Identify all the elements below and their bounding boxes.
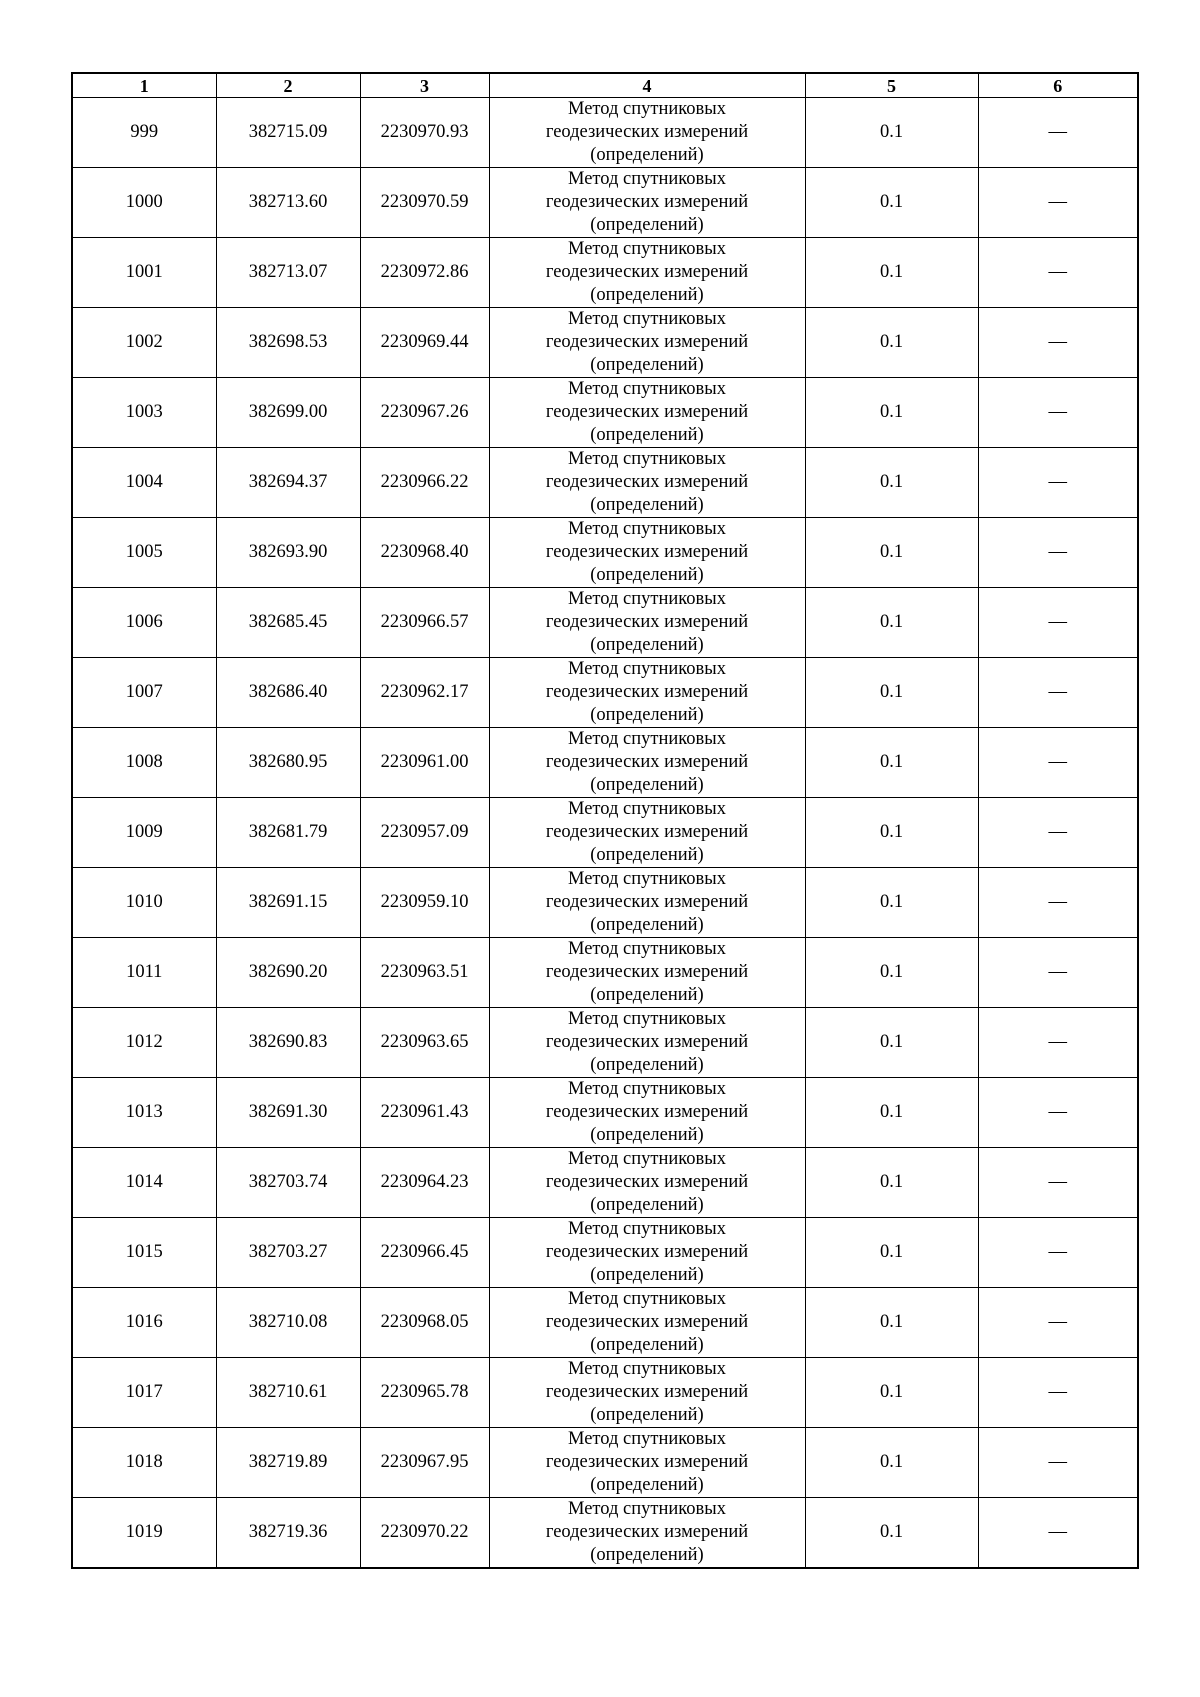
method-cell bbox=[489, 448, 805, 518]
x-coordinate-cell: 382694.37 bbox=[216, 448, 360, 518]
method-text-line: Метод спутниковых bbox=[568, 869, 726, 889]
method-text-line: Метод спутниковых bbox=[568, 239, 726, 259]
x-coordinate-cell: 382710.08 bbox=[216, 1288, 360, 1358]
method-text-line: (определений) bbox=[590, 985, 704, 1005]
note-cell: — bbox=[978, 378, 1138, 448]
y-coordinate-cell: 2230963.51 bbox=[360, 938, 489, 1008]
coordinates-table bbox=[71, 72, 1139, 1569]
method-text-line: (определений) bbox=[590, 215, 704, 235]
y-coordinate-cell: 2230962.17 bbox=[360, 658, 489, 728]
method-text-line: Метод спутниковых bbox=[568, 1219, 726, 1239]
point-number-cell: 1018 bbox=[72, 1428, 216, 1498]
x-coordinate-cell: 382713.07 bbox=[216, 238, 360, 308]
note-cell: — bbox=[978, 518, 1138, 588]
table-row bbox=[72, 308, 1138, 378]
method-cell bbox=[489, 868, 805, 938]
table-row bbox=[72, 448, 1138, 518]
method-text-line: (определений) bbox=[590, 355, 704, 375]
accuracy-cell: 0.1 bbox=[805, 798, 978, 868]
method-text-line: Метод спутниковых bbox=[568, 729, 726, 749]
method-text-line: геодезических измерений bbox=[545, 892, 749, 912]
method-text-line: геодезических измерений bbox=[545, 1032, 749, 1052]
table-row bbox=[72, 1008, 1138, 1078]
method-text-line: (определений) bbox=[590, 285, 704, 305]
method-text-line: (определений) bbox=[590, 495, 704, 515]
method-text-line: Метод спутниковых bbox=[568, 169, 726, 189]
x-coordinate-cell: 382699.00 bbox=[216, 378, 360, 448]
method-text-line: геодезических измерений bbox=[545, 1522, 749, 1542]
method-text-line: (определений) bbox=[590, 145, 704, 165]
note-cell: — bbox=[978, 728, 1138, 798]
accuracy-cell: 0.1 bbox=[805, 168, 978, 238]
y-coordinate-cell: 2230957.09 bbox=[360, 798, 489, 868]
table-row bbox=[72, 588, 1138, 658]
method-text-line: геодезических измерений bbox=[545, 122, 749, 142]
method-text-line: (определений) bbox=[590, 775, 704, 795]
x-coordinate-cell: 382703.74 bbox=[216, 1148, 360, 1218]
y-coordinate-cell: 2230968.40 bbox=[360, 518, 489, 588]
y-coordinate-cell: 2230963.65 bbox=[360, 1008, 489, 1078]
method-cell bbox=[489, 378, 805, 448]
method-cell bbox=[489, 1078, 805, 1148]
method-text-line: (определений) bbox=[590, 1125, 704, 1145]
y-coordinate-cell: 2230966.57 bbox=[360, 588, 489, 658]
note-cell: — bbox=[978, 1428, 1138, 1498]
method-cell bbox=[489, 238, 805, 308]
method-text-line: (определений) bbox=[590, 705, 704, 725]
method-text-line: геодезических измерений bbox=[545, 1312, 749, 1332]
table-row bbox=[72, 378, 1138, 448]
method-text-line: Метод спутниковых bbox=[568, 309, 726, 329]
method-text-line: Метод спутниковых bbox=[568, 449, 726, 469]
x-coordinate-cell: 382691.30 bbox=[216, 1078, 360, 1148]
x-coordinate-cell: 382680.95 bbox=[216, 728, 360, 798]
accuracy-cell: 0.1 bbox=[805, 1358, 978, 1428]
method-text-line: (определений) bbox=[590, 1335, 704, 1355]
x-coordinate-cell: 382713.60 bbox=[216, 168, 360, 238]
point-number-cell: 1007 bbox=[72, 658, 216, 728]
x-coordinate-cell: 382710.61 bbox=[216, 1358, 360, 1428]
method-cell bbox=[489, 168, 805, 238]
x-coordinate-cell: 382685.45 bbox=[216, 588, 360, 658]
note-cell: — bbox=[978, 1008, 1138, 1078]
method-text-line: (определений) bbox=[590, 1545, 704, 1565]
note-cell: — bbox=[978, 588, 1138, 658]
point-number-cell: 1001 bbox=[72, 238, 216, 308]
note-cell: — bbox=[978, 168, 1138, 238]
point-number-cell: 1012 bbox=[72, 1008, 216, 1078]
table-row bbox=[72, 1498, 1138, 1569]
method-text-line: Метод спутниковых bbox=[568, 1429, 726, 1449]
method-text-line: (определений) bbox=[590, 565, 704, 585]
note-cell: — bbox=[978, 938, 1138, 1008]
method-text-line: Метод спутниковых bbox=[568, 799, 726, 819]
method-text-line: геодезических измерений bbox=[545, 682, 749, 702]
table-row bbox=[72, 1078, 1138, 1148]
column-header-3: 3 bbox=[360, 73, 489, 98]
method-cell bbox=[489, 1498, 805, 1569]
point-number-cell: 1003 bbox=[72, 378, 216, 448]
accuracy-cell: 0.1 bbox=[805, 98, 978, 168]
method-cell bbox=[489, 518, 805, 588]
table-row bbox=[72, 168, 1138, 238]
method-text-line: геодезических измерений bbox=[545, 402, 749, 422]
y-coordinate-cell: 2230968.05 bbox=[360, 1288, 489, 1358]
note-cell: — bbox=[978, 238, 1138, 308]
table-body bbox=[72, 98, 1138, 1569]
point-number-cell: 1009 bbox=[72, 798, 216, 868]
y-coordinate-cell: 2230961.00 bbox=[360, 728, 489, 798]
method-cell bbox=[489, 1148, 805, 1218]
method-text-line: (определений) bbox=[590, 1475, 704, 1495]
method-text-line: Метод спутниковых bbox=[568, 1289, 726, 1309]
method-text-line: Метод спутниковых bbox=[568, 1359, 726, 1379]
point-number-cell: 1006 bbox=[72, 588, 216, 658]
method-text-line: (определений) bbox=[590, 1265, 704, 1285]
accuracy-cell: 0.1 bbox=[805, 588, 978, 658]
accuracy-cell: 0.1 bbox=[805, 1008, 978, 1078]
x-coordinate-cell: 382690.20 bbox=[216, 938, 360, 1008]
method-text-line: геодезических измерений bbox=[545, 262, 749, 282]
method-text-line: геодезических измерений bbox=[545, 962, 749, 982]
accuracy-cell: 0.1 bbox=[805, 518, 978, 588]
note-cell: — bbox=[978, 798, 1138, 868]
method-text-line: (определений) bbox=[590, 915, 704, 935]
accuracy-cell: 0.1 bbox=[805, 1218, 978, 1288]
note-cell: — bbox=[978, 448, 1138, 518]
accuracy-cell: 0.1 bbox=[805, 868, 978, 938]
y-coordinate-cell: 2230967.95 bbox=[360, 1428, 489, 1498]
point-number-cell: 1013 bbox=[72, 1078, 216, 1148]
table-row bbox=[72, 98, 1138, 168]
point-number-cell: 1014 bbox=[72, 1148, 216, 1218]
method-text-line: Метод спутниковых bbox=[568, 1149, 726, 1169]
point-number-cell: 1000 bbox=[72, 168, 216, 238]
header-row bbox=[72, 73, 1138, 98]
table-row bbox=[72, 728, 1138, 798]
method-cell bbox=[489, 588, 805, 658]
accuracy-cell: 0.1 bbox=[805, 308, 978, 378]
method-cell bbox=[489, 938, 805, 1008]
method-text-line: геодезических измерений bbox=[545, 1452, 749, 1472]
method-cell bbox=[489, 1428, 805, 1498]
method-text-line: геодезических измерений bbox=[545, 822, 749, 842]
point-number-cell: 1008 bbox=[72, 728, 216, 798]
column-header-5: 5 bbox=[805, 73, 978, 98]
x-coordinate-cell: 382719.89 bbox=[216, 1428, 360, 1498]
y-coordinate-cell: 2230970.93 bbox=[360, 98, 489, 168]
y-coordinate-cell: 2230965.78 bbox=[360, 1358, 489, 1428]
x-coordinate-cell: 382698.53 bbox=[216, 308, 360, 378]
note-cell: — bbox=[978, 1218, 1138, 1288]
note-cell: — bbox=[978, 1148, 1138, 1218]
point-number-cell: 1004 bbox=[72, 448, 216, 518]
method-cell bbox=[489, 658, 805, 728]
method-text-line: (определений) bbox=[590, 845, 704, 865]
method-cell bbox=[489, 1358, 805, 1428]
x-coordinate-cell: 382715.09 bbox=[216, 98, 360, 168]
method-text-line: (определений) bbox=[590, 635, 704, 655]
point-number-cell: 1011 bbox=[72, 938, 216, 1008]
accuracy-cell: 0.1 bbox=[805, 1498, 978, 1569]
table-row bbox=[72, 1148, 1138, 1218]
table-row bbox=[72, 1218, 1138, 1288]
method-text-line: Метод спутниковых bbox=[568, 1499, 726, 1519]
method-text-line: геодезических измерений bbox=[545, 542, 749, 562]
point-number-cell: 999 bbox=[72, 98, 216, 168]
note-cell: — bbox=[978, 868, 1138, 938]
note-cell: — bbox=[978, 658, 1138, 728]
accuracy-cell: 0.1 bbox=[805, 1078, 978, 1148]
method-text-line: (определений) bbox=[590, 1405, 704, 1425]
accuracy-cell: 0.1 bbox=[805, 658, 978, 728]
method-text-line: геодезических измерений bbox=[545, 332, 749, 352]
y-coordinate-cell: 2230969.44 bbox=[360, 308, 489, 378]
note-cell: — bbox=[978, 1358, 1138, 1428]
point-number-cell: 1010 bbox=[72, 868, 216, 938]
table-row bbox=[72, 238, 1138, 308]
column-header-1: 1 bbox=[72, 73, 216, 98]
y-coordinate-cell: 2230970.59 bbox=[360, 168, 489, 238]
note-cell: — bbox=[978, 1498, 1138, 1569]
table-row bbox=[72, 1428, 1138, 1498]
table-header bbox=[72, 73, 1138, 98]
accuracy-cell: 0.1 bbox=[805, 728, 978, 798]
point-number-cell: 1016 bbox=[72, 1288, 216, 1358]
y-coordinate-cell: 2230959.10 bbox=[360, 868, 489, 938]
table-row bbox=[72, 518, 1138, 588]
method-cell bbox=[489, 98, 805, 168]
method-text-line: Метод спутниковых bbox=[568, 1079, 726, 1099]
point-number-cell: 1017 bbox=[72, 1358, 216, 1428]
column-header-2: 2 bbox=[216, 73, 360, 98]
method-text-line: геодезических измерений bbox=[545, 1242, 749, 1262]
y-coordinate-cell: 2230967.26 bbox=[360, 378, 489, 448]
table-row bbox=[72, 1358, 1138, 1428]
method-cell bbox=[489, 1288, 805, 1358]
method-cell bbox=[489, 1218, 805, 1288]
table-row bbox=[72, 1288, 1138, 1358]
method-text-line: Метод спутниковых bbox=[568, 519, 726, 539]
method-cell bbox=[489, 798, 805, 868]
x-coordinate-cell: 382703.27 bbox=[216, 1218, 360, 1288]
x-coordinate-cell: 382719.36 bbox=[216, 1498, 360, 1569]
point-number-cell: 1015 bbox=[72, 1218, 216, 1288]
y-coordinate-cell: 2230964.23 bbox=[360, 1148, 489, 1218]
method-text-line: Метод спутниковых bbox=[568, 589, 726, 609]
method-text-line: геодезических измерений bbox=[545, 1172, 749, 1192]
y-coordinate-cell: 2230961.43 bbox=[360, 1078, 489, 1148]
method-cell bbox=[489, 1008, 805, 1078]
method-text-line: Метод спутниковых bbox=[568, 1009, 726, 1029]
accuracy-cell: 0.1 bbox=[805, 1288, 978, 1358]
method-cell bbox=[489, 308, 805, 378]
method-text-line: геодезических измерений bbox=[545, 192, 749, 212]
note-cell: — bbox=[978, 308, 1138, 378]
method-text-line: (определений) bbox=[590, 1195, 704, 1215]
x-coordinate-cell: 382681.79 bbox=[216, 798, 360, 868]
y-coordinate-cell: 2230972.86 bbox=[360, 238, 489, 308]
y-coordinate-cell: 2230966.45 bbox=[360, 1218, 489, 1288]
x-coordinate-cell: 382691.15 bbox=[216, 868, 360, 938]
method-text-line: Метод спутниковых bbox=[568, 659, 726, 679]
accuracy-cell: 0.1 bbox=[805, 448, 978, 518]
accuracy-cell: 0.1 bbox=[805, 378, 978, 448]
method-text-line: Метод спутниковых bbox=[568, 939, 726, 959]
column-header-6: 6 bbox=[978, 73, 1138, 98]
point-number-cell: 1019 bbox=[72, 1498, 216, 1569]
method-text-line: геодезических измерений bbox=[545, 1102, 749, 1122]
method-text-line: геодезических измерений bbox=[545, 752, 749, 772]
point-number-cell: 1002 bbox=[72, 308, 216, 378]
table-row bbox=[72, 798, 1138, 868]
accuracy-cell: 0.1 bbox=[805, 1428, 978, 1498]
note-cell: — bbox=[978, 1078, 1138, 1148]
accuracy-cell: 0.1 bbox=[805, 1148, 978, 1218]
table-row bbox=[72, 868, 1138, 938]
table-row bbox=[72, 658, 1138, 728]
method-text-line: геодезических измерений bbox=[545, 1382, 749, 1402]
x-coordinate-cell: 382693.90 bbox=[216, 518, 360, 588]
y-coordinate-cell: 2230970.22 bbox=[360, 1498, 489, 1569]
x-coordinate-cell: 382686.40 bbox=[216, 658, 360, 728]
method-text-line: Метод спутниковых bbox=[568, 99, 726, 119]
method-text-line: геодезических измерений bbox=[545, 472, 749, 492]
note-cell: — bbox=[978, 98, 1138, 168]
x-coordinate-cell: 382690.83 bbox=[216, 1008, 360, 1078]
point-number-cell: 1005 bbox=[72, 518, 216, 588]
table-row bbox=[72, 938, 1138, 1008]
y-coordinate-cell: 2230966.22 bbox=[360, 448, 489, 518]
column-header-4: 4 bbox=[489, 73, 805, 98]
method-text-line: (определений) bbox=[590, 425, 704, 445]
method-cell bbox=[489, 728, 805, 798]
method-text-line: (определений) bbox=[590, 1055, 704, 1075]
accuracy-cell: 0.1 bbox=[805, 938, 978, 1008]
accuracy-cell: 0.1 bbox=[805, 238, 978, 308]
note-cell: — bbox=[978, 1288, 1138, 1358]
method-text-line: геодезических измерений bbox=[545, 612, 749, 632]
method-text-line: Метод спутниковых bbox=[568, 379, 726, 399]
